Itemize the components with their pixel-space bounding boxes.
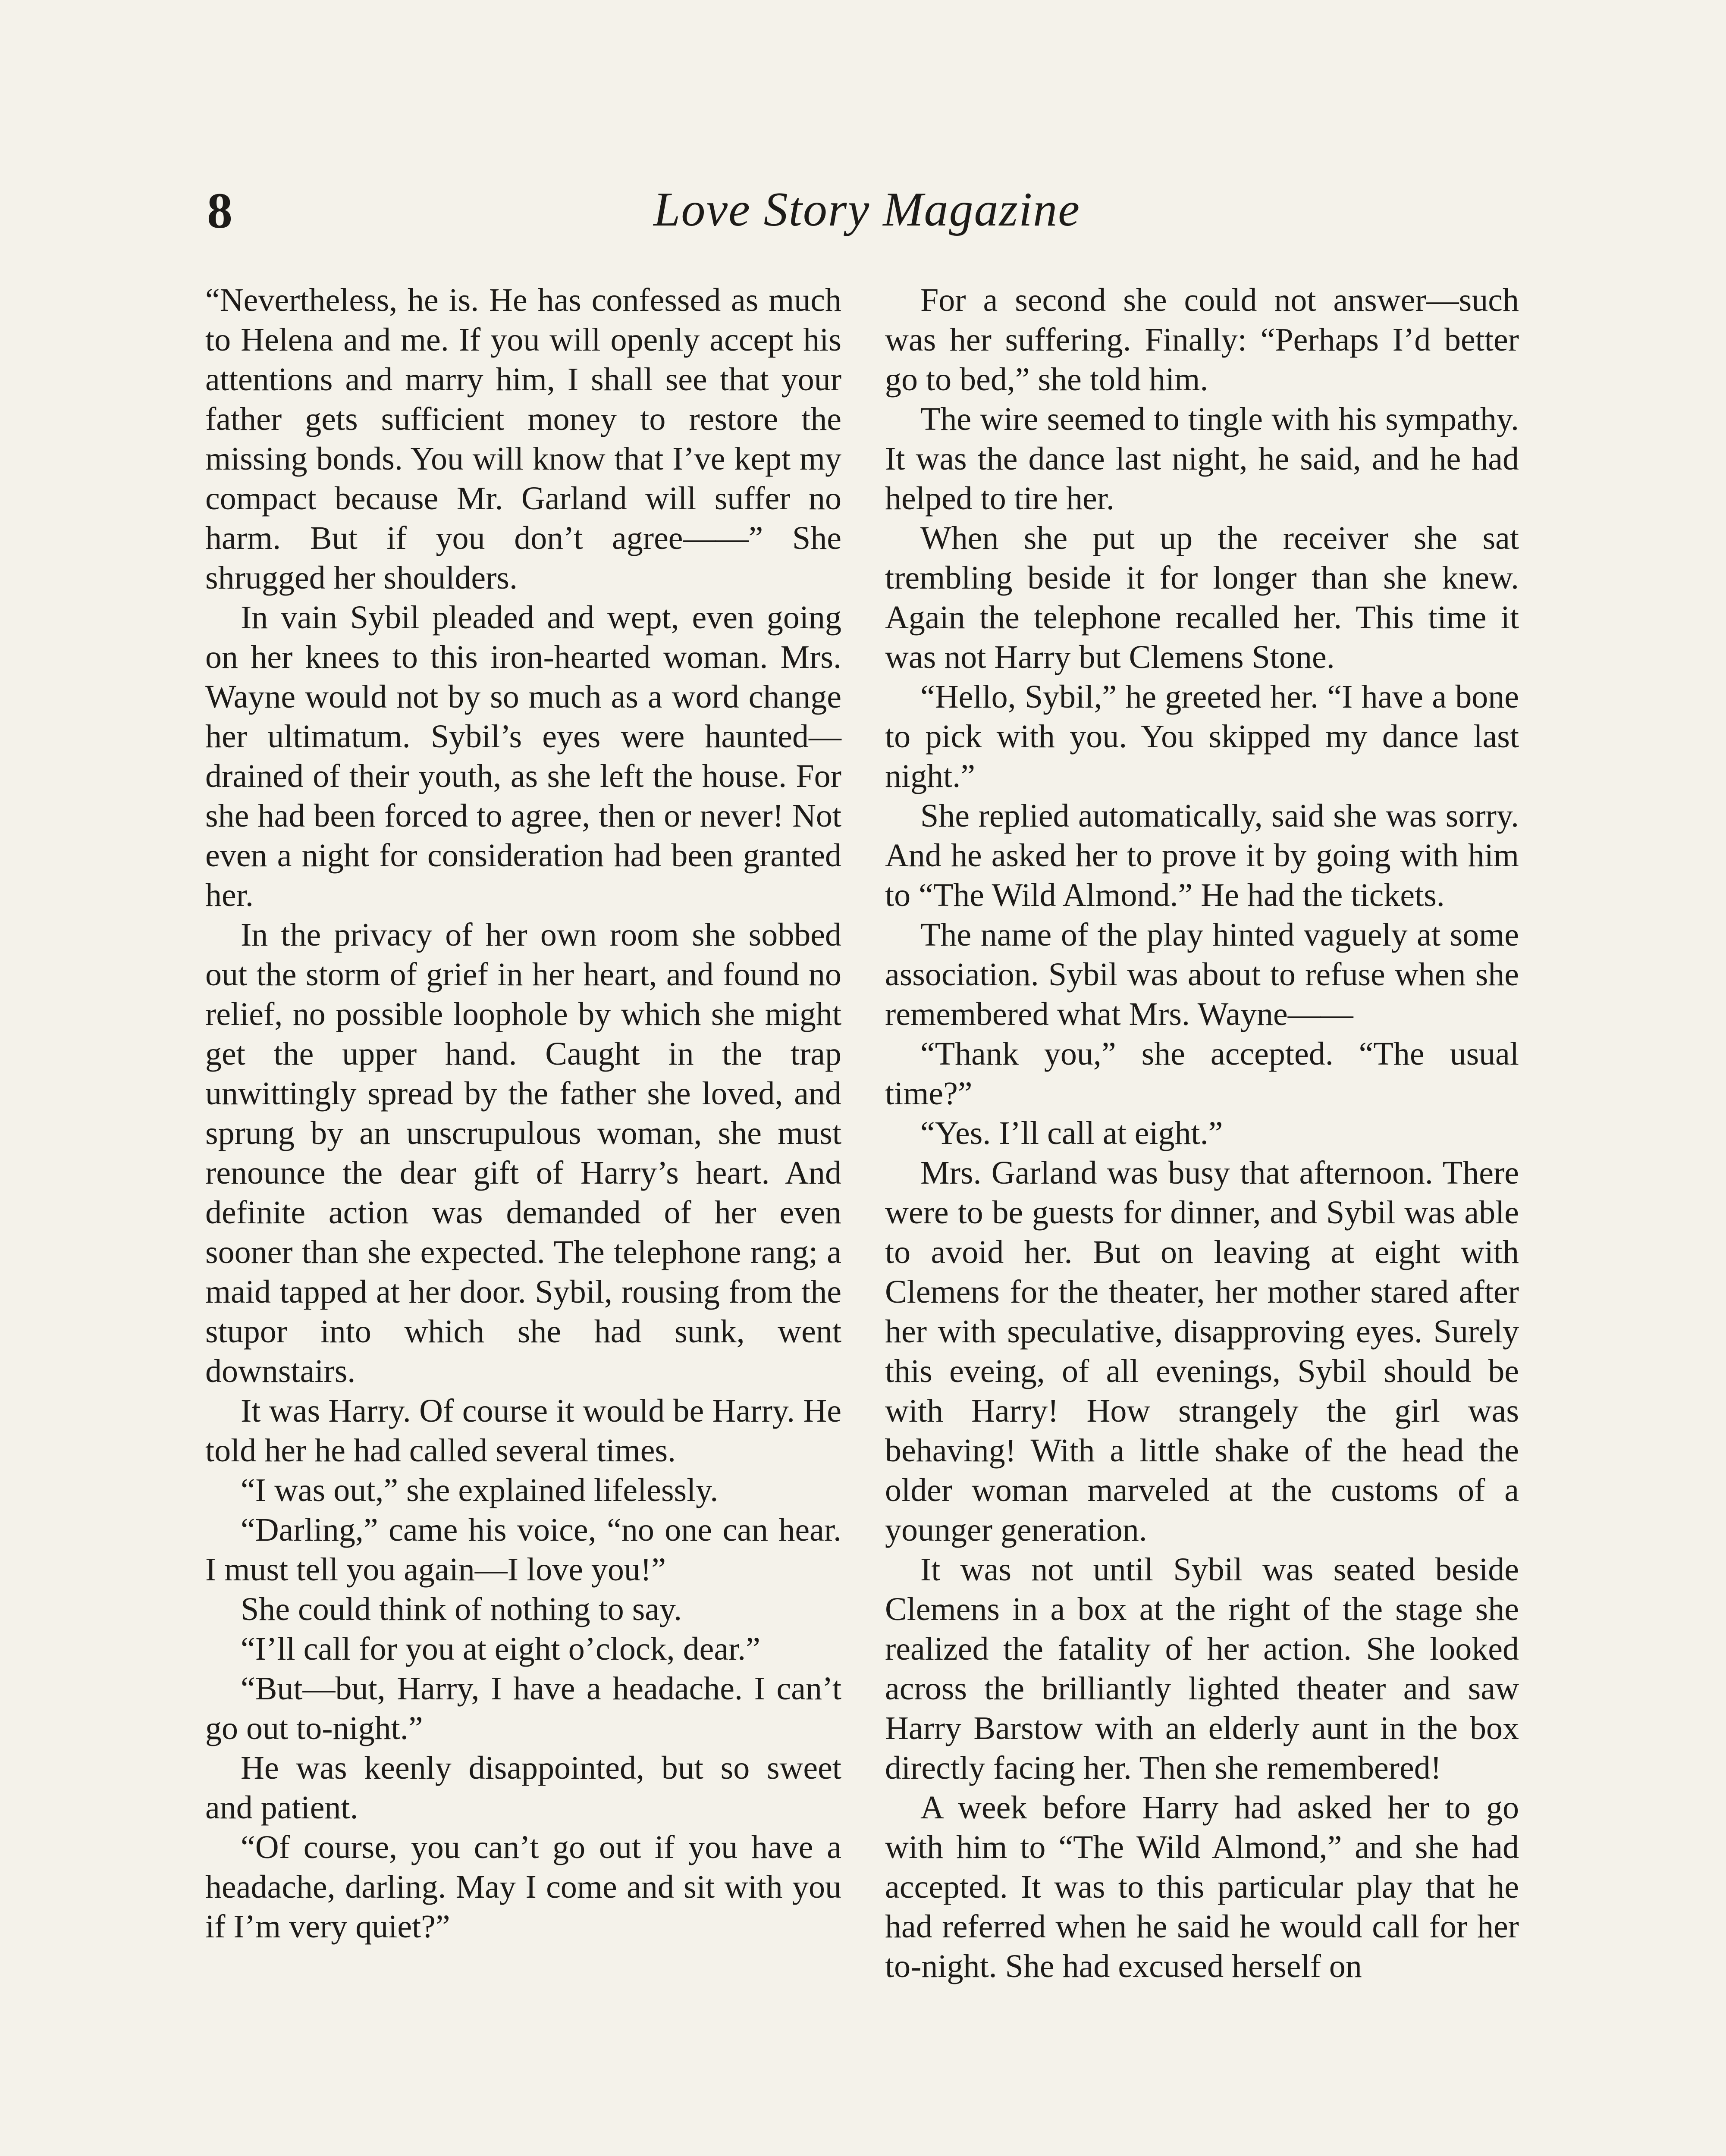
paragraph: “Thank you,” she accepted. “The usual time?” (885, 1036, 1519, 1112)
right-column (885, 280, 1519, 1986)
paragraph: A week before Harry had asked her to go with him to “The Wild Almond,” and she had accepted. It was to this particular play that he had referred when he said he would call for her to-night. She had excused herself on (885, 1789, 1519, 1984)
paragraph: It was Harry. Of course it would be Harry. He told her he had called several times. (205, 1393, 841, 1469)
paragraph: She could think of nothing to say. (241, 1591, 682, 1627)
paragraph: “I was out,” she explained lifelessly. (241, 1472, 719, 1508)
page-header (207, 181, 1527, 267)
paragraph: When she put up the receiver she sat trembling beside it for longer than she knew. Again the telephone recalled her. This time it was not Harry but Clemens Stone. (885, 520, 1519, 675)
paragraph: Mrs. Garland was busy that afternoon. There were to be guests for dinner, and Sybil was able to avoid her. But on leaving at eight with Clemens for the theater, her mother stared after her with speculative, disapproving eyes. Surely this eveing, of all evenings, Sybil should be with Harry! How strangely the girl was behaving! With a little shake of the head the older woman marveled at the customs of a younger generation. (885, 1155, 1519, 1548)
paragraph: For a second she could not answer—such was her suffering. Finally: “Perhaps I’d better go to bed,” she told him. (885, 282, 1519, 398)
paragraph: “Yes. I’ll call at eight.” (920, 1115, 1223, 1151)
paragraph: “Hello, Sybil,” he greeted her. “I have a bone to pick with you. You skipped my dance last night.” (885, 679, 1519, 794)
paragraph: “Of course, you can’t go out if you have a headache, darling. May I come and sit with you if I’m very quiet?” (205, 1829, 841, 1945)
left-column (205, 280, 841, 1946)
paragraph: “But—but, Harry, I have a headache. I can’t go out to-night.” (205, 1670, 841, 1746)
paragraph: “Darling,” came his voice, “no one can hear. I must tell you again—I love you!” (205, 1512, 841, 1588)
paragraph: In the privacy of her own room she sobbed out the storm of grief in her heart, and found no relief, no possible loophole by which she might get the upper hand. Caught in the trap unwittingly spread by the father she loved, and sprung by an unscrupulous woman, she must renounce the dear gift of Harry’s heart. And definite action was demanded of her even sooner than she expected. The telephone rang; a maid tapped at her door. Sybil, rousing from the stupor into which she had sunk, went downstairs. (205, 917, 841, 1389)
paragraph: “Nevertheless, he is. He has confessed as much to Helena and me. If you will openly accept his attentions and marry him, I shall see that your father gets sufficient money to restore the missing bonds. You will know that I’ve kept my compact because Mr. Garland will suffer no harm. But if you don’t agree——” She shrugged her shoulders. (205, 282, 841, 596)
paragraph: It was not until Sybil was seated beside Clemens in a box at the right of the stage she realized the fatality of her action. She looked across the brilliantly lighted theater and saw Harry Barstow with an elderly aunt in the box directly facing her. Then she remembered! (885, 1551, 1519, 1786)
paragraph: The wire seemed to tingle with his sympathy. It was the dance last night, he said, and he had helped to tire her. (885, 401, 1519, 517)
paragraph: He was keenly disappointed, but so sweet and patient. (205, 1750, 841, 1826)
paragraph: The name of the play hinted vaguely at some association. Sybil was about to refuse when she remembered what Mrs. Wayne—— (885, 917, 1519, 1032)
paragraph: In vain Sybil pleaded and wept, even going on her knees to this iron-hearted woman. Mrs. Wayne would not by so much as a word change her ultimatum. Sybil’s eyes were haunted—drained of their youth, as she left the house. For she had been forced to agree, then or never! Not even a night for consideration had been granted her. (205, 599, 841, 913)
paragraph: “I’ll call for you at eight o’clock, dear.” (241, 1631, 760, 1667)
page-number: 8 (207, 182, 232, 239)
running-title: Love Story Magazine (653, 183, 1080, 236)
paragraph: She replied automatically, said she was sorry. And he asked her to prove it by going with him to “The Wild Almond.” He had the tickets. (885, 798, 1519, 913)
